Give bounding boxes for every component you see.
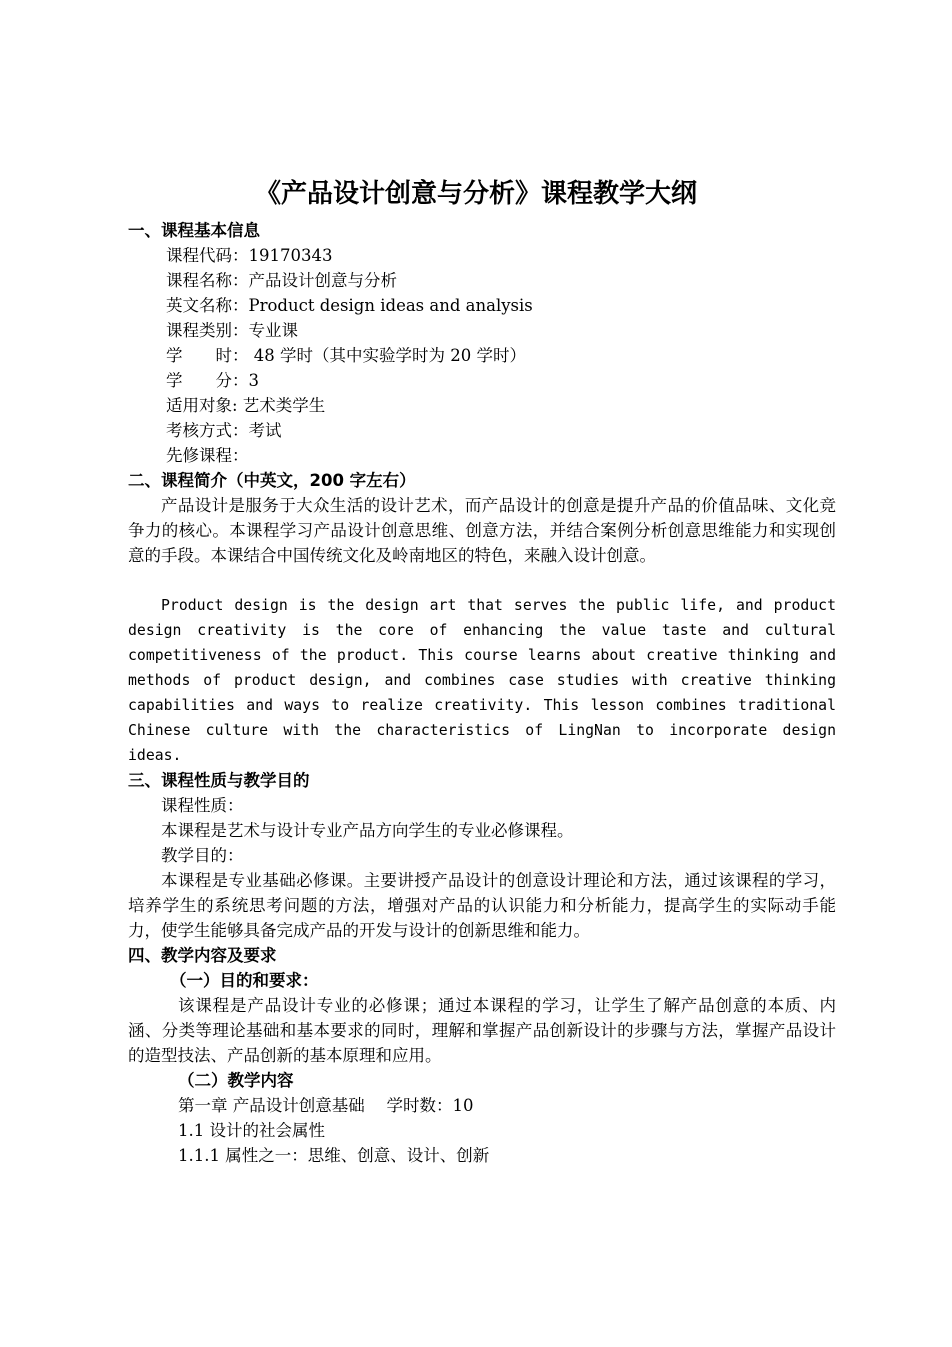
intro-chinese: 产品设计是服务于大众生活的设计艺术，而产品设计的创意是提升产品的价值品味、文化竞争力的核心。本课程学习产品设计创意思维、创意方法，并结合案例分析创意思维能力和实现创意的手段。本课结合中国传统文化及岭南地区的特色，来融入设计创意。 <box>128 496 836 565</box>
course-credits-value: 3 <box>248 371 259 390</box>
course-category: 课程类别：专业课 <box>166 321 298 340</box>
nature-label: 课程性质： <box>161 796 244 815</box>
section4-heading: 四、教学内容及要求 <box>128 946 277 965</box>
course-english-name: 英文名称：Product design ideas and analysis <box>166 296 533 315</box>
section2-heading: 二、课程简介（中英文，200 字左右） <box>128 471 416 490</box>
course-assessment: 考核方式：考试 <box>166 421 282 440</box>
course-hours-value: 48 学时（其中实验学时为 20 学时） <box>248 346 526 365</box>
content-subheading: （二）教学内容 <box>178 1071 294 1090</box>
document-title: 《产品设计创意与分析》课程教学大纲 <box>254 179 697 209</box>
course-audience: 适用对象: 艺术类学生 <box>166 396 326 415</box>
section3-heading: 三、课程性质与教学目的 <box>128 771 310 790</box>
course-hours-label: 学 时： <box>166 346 249 365</box>
outline-item: 1.1.1 属性之一：思维、创意、设计、创新 <box>178 1146 490 1165</box>
course-hours <box>166 343 526 368</box>
course-name: 课程名称：产品设计创意与分析 <box>166 271 397 290</box>
course-credits-label: 学 分： <box>166 371 249 390</box>
purpose-label: 教学目的： <box>161 846 244 865</box>
purpose-text: 本课程是专业基础必修课。主要讲授产品设计的创意设计理论和方法，通过该课程的学习，培养学生的系统思考问题的方法，增强对产品的认识能力和分析能力，提高学生的实际动手能力，使学生能够具备完成产品的开发与设计的创新思维和能力。 <box>128 871 836 940</box>
nature-text: 本课程是艺术与设计专业产品方向学生的专业必修课程。 <box>161 821 574 840</box>
objectives-subheading: （一）目的和要求： <box>170 971 319 990</box>
intro-english: Product design is the design art that serves the public life, and product design creativity is the core of enhancing the value taste and cultural competitiveness of the product. This course learns about creative thinking and methods of product design, and combines case studies with creative thinking capabilities and ways to realize creativity. This lesson combines traditional Chinese culture with the characteristics of LingNan to incorporate design ideas. <box>128 597 836 764</box>
outline-item: 1.1 设计的社会属性 <box>178 1121 325 1140</box>
course-credits <box>166 368 259 393</box>
section1-heading: 一、课程基本信息 <box>128 221 260 240</box>
objectives-text: 该课程是产品设计专业的必修课；通过本课程的学习，让学生了解产品创意的本质、内涵、分类等理论基础和基本要求的同时，理解和掌握产品创新设计的步骤与方法，掌握产品设计的造型技法、产品创新的基本原理和应用。 <box>128 996 836 1065</box>
course-code: 课程代码：19170343 <box>166 246 333 265</box>
chapter-1: 第一章 产品设计创意基础 学时数：10 <box>178 1096 474 1115</box>
course-prerequisite: 先修课程： <box>166 446 249 465</box>
